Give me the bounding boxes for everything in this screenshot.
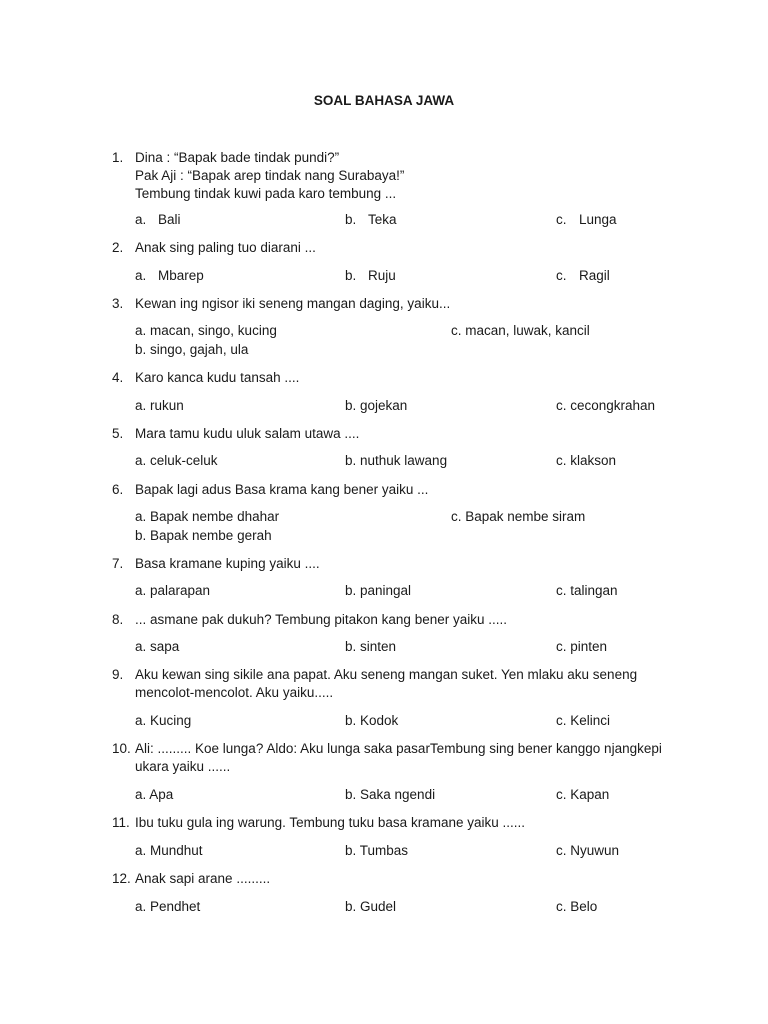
option-c: c. Kelinci [556, 713, 611, 728]
option-c: c. talingan [556, 583, 618, 598]
question-8 [112, 611, 692, 629]
question-text: Basa kramane kuping yaiku .... [135, 556, 320, 571]
page-title: SOAL BAHASA JAWA [313, 93, 455, 108]
option-a: a. Pendhet [135, 899, 201, 914]
option-b: b. Kodok [345, 713, 399, 728]
option-c: c. cecongkrahan [556, 398, 656, 413]
question-text: Tembung tindak kuwi pada karo tembung ... [135, 186, 397, 201]
question-text: Anak sapi arane ......... [135, 871, 271, 886]
option-b: b. Saka ngendi [345, 787, 436, 802]
option-c: c. Ragil [556, 268, 610, 283]
question-number: 7. [112, 556, 124, 571]
question-text: Karo kanca kudu tansah .... [135, 370, 300, 385]
question-text: Kewan ing ngisor iki seneng mangan daging, yaiku... [135, 296, 451, 311]
question-text: Anak sing paling tuo diarani ... [135, 240, 316, 255]
question-number: 10. [112, 741, 131, 756]
question-text: Dina : “Bapak bade tindak pundi?” [135, 150, 340, 165]
question-text: mencolot-mencolot. Aku yaiku..... [135, 685, 334, 700]
option-c: c. macan, luwak, kancil [451, 323, 590, 338]
question-number: 12. [112, 871, 131, 886]
question-number: 9. [112, 667, 124, 682]
option-a: a. Kucing [135, 713, 192, 728]
question-4 [112, 369, 692, 387]
question-text: ... asmane pak dukuh? Tembung pitakon kang bener yaiku ..... [135, 612, 507, 627]
question-10 [112, 740, 692, 776]
option-b: b. gojekan [345, 398, 408, 413]
question-7 [112, 555, 692, 573]
option-b: b. singo, gajah, ula [135, 342, 249, 357]
question-6 [112, 481, 692, 499]
question-1 [112, 149, 692, 203]
question-text: Ali: ......... Koe lunga? Aldo: Aku lunga saka pasarTembung sing bener kanggo njangkepi [135, 741, 662, 756]
option-b: b. Ruju [345, 268, 396, 283]
question-text: Aku kewan sing sikile ana papat. Aku seneng mangan suket. Yen mlaku aku seneng [135, 667, 638, 682]
question-text: Bapak lagi adus Basa krama kang bener yaiku ... [135, 482, 429, 497]
option-c: c. Nyuwun [556, 843, 620, 858]
option-b: b. Tumbas [345, 843, 409, 858]
option-c: c. pinten [556, 639, 608, 654]
option-c: c. Belo [556, 899, 598, 914]
option-c: c. klakson [556, 453, 617, 468]
option-a: a. palarapan [135, 583, 211, 598]
question-2 [112, 239, 692, 257]
option-b: b. Gudel [345, 899, 397, 914]
question-number: 11. [112, 815, 130, 830]
question-text: Ibu tuku gula ing warung. Tembung tuku basa kramane yaiku ...... [135, 815, 525, 830]
question-11 [112, 814, 692, 832]
option-a: a. Mundhut [135, 843, 203, 858]
option-a: a. celuk-celuk [135, 453, 218, 468]
question-number: 3. [112, 296, 124, 311]
option-a: a. Bali [135, 212, 181, 227]
question-number: 2. [112, 240, 124, 255]
question-3 [112, 295, 692, 313]
question-9 [112, 666, 692, 702]
question-text: Pak Aji : “Bapak arep tindak nang Surabaya!” [135, 168, 405, 183]
option-a: a. rukun [135, 398, 184, 413]
option-c: c. Kapan [556, 787, 610, 802]
option-b: b. nuthuk lawang [345, 453, 448, 468]
option-c: c. Bapak nembe siram [451, 509, 586, 524]
question-number: 8. [112, 612, 124, 627]
option-a: a. Apa [135, 787, 174, 802]
option-b: b. paningal [345, 583, 412, 598]
option-a: a. Mbarep [135, 268, 204, 283]
option-b: b. sinten [345, 639, 397, 654]
option-b: b. Teka [345, 212, 397, 227]
question-text: ukara yaiku ...... [135, 759, 231, 774]
question-number: 6. [112, 482, 124, 497]
question-text: Mara tamu kudu uluk salam utawa .... [135, 426, 360, 441]
option-a: a. Bapak nembe dhahar [135, 509, 280, 524]
option-b: b. Bapak nembe gerah [135, 528, 272, 543]
question-12 [112, 870, 692, 888]
option-c: c. Lunga [556, 212, 617, 227]
option-a: a. macan, singo, kucing [135, 323, 277, 338]
question-number: 1. [112, 150, 124, 165]
question-5 [112, 425, 692, 443]
question-number: 5. [112, 426, 124, 441]
option-a: a. sapa [135, 639, 180, 654]
question-number: 4. [112, 370, 124, 385]
